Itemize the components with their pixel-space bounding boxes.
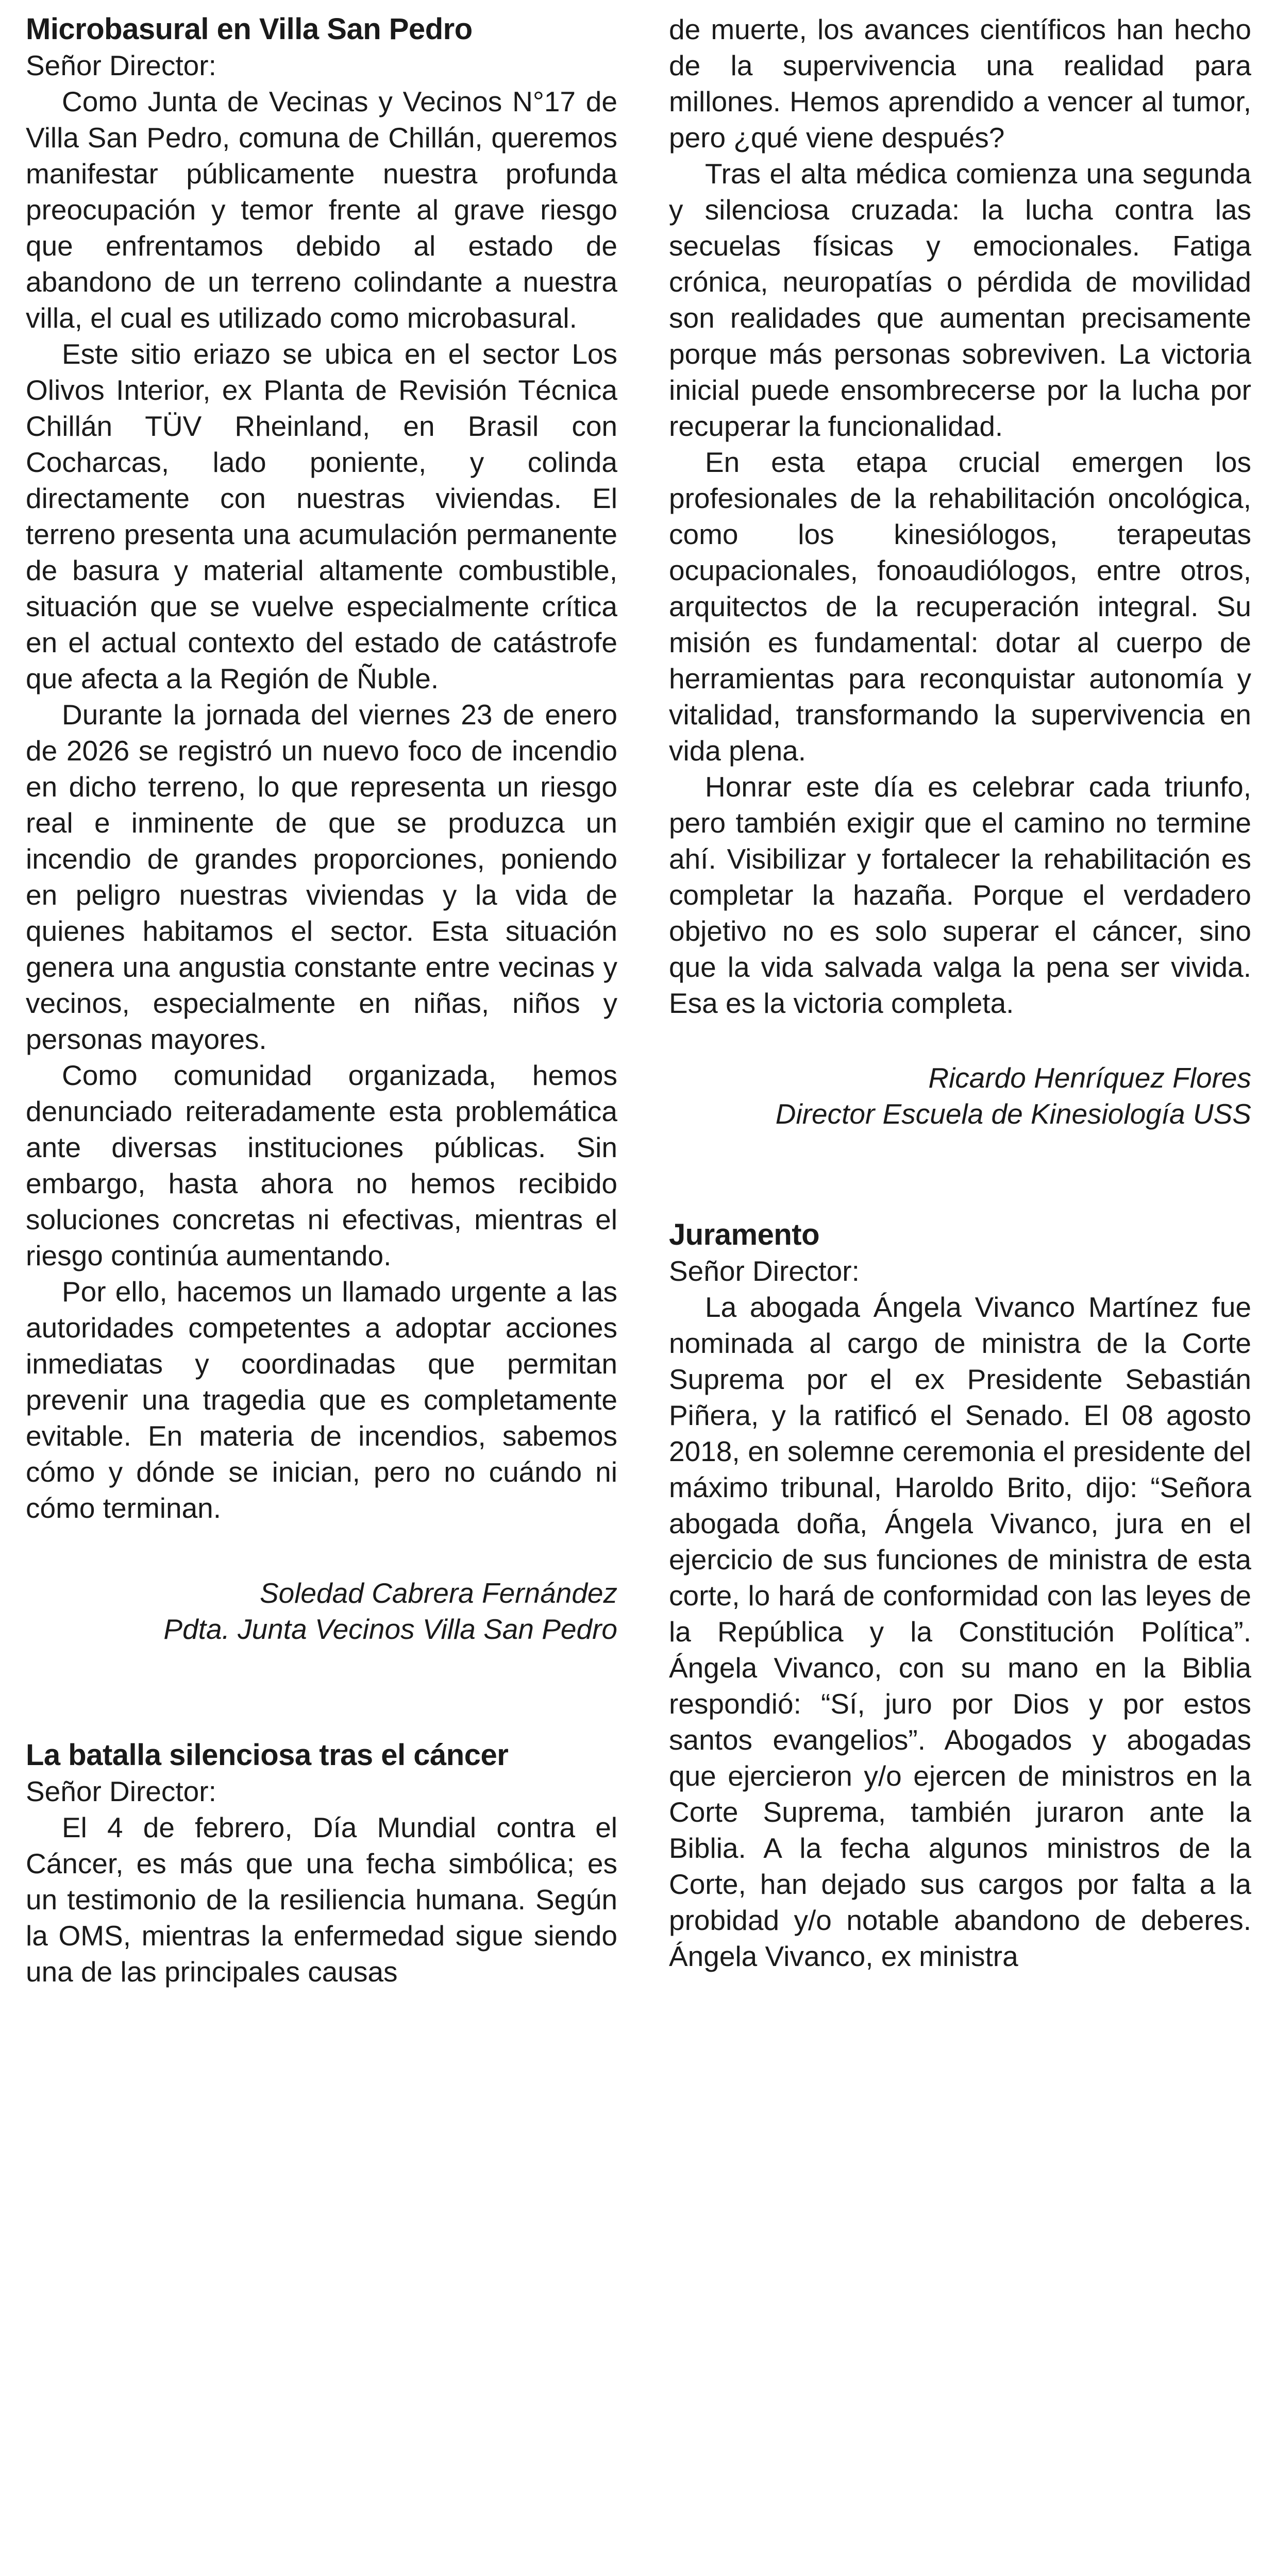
letter-cancer [26, 1737, 617, 1990]
spacer [669, 1021, 1251, 1060]
letter-paragraph: El 4 de febrero, Día Mundial contra el Cáncer, es más que una fecha simbólica; es un testimonio de la resiliencia humana. Según la OMS, mientras la enfermedad sigue siendo una de las principales causas [26, 1811, 617, 1988]
letter-paragraph: Como comunidad organizada, hemos denunciado reiteradamente esta problemática ante diversas instituciones públicas. Sin embargo, hasta ahora no hemos recibido soluciones concretas ni efectivas, mientras el riesgo continúa aumentando. [26, 1059, 617, 1272]
right-column [669, 11, 1251, 1974]
letter-title: Juramento [669, 1218, 820, 1251]
letter-salutation: Señor Director: [669, 1255, 860, 1287]
letter-salutation: Señor Director: [26, 49, 216, 81]
spacer [26, 1526, 617, 1575]
left-column [26, 11, 617, 1990]
letter-microbasural [26, 11, 617, 1647]
letter-title: Microbasural en Villa San Pedro [26, 12, 473, 46]
letter-paragraph: Por ello, hacemos un llamado urgente a las autoridades competentes a adoptar acciones inmediatas y coordinadas que permitan prevenir una tragedia que es completamente evitable. En materia de incendios, sabemos cómo y dónde se inician, pero no cuándo ni cómo terminan. [26, 1276, 617, 1524]
letter-paragraph: La abogada Ángela Vivanco Martínez fue nominada al cargo de ministra de la Corte Suprema por el ex Presidente Sebastián Piñera, y la ratificó el Senado. El 08 agosto 2018, en solemne ceremonia el presidente del máximo tribunal, Haroldo Brito, dijo: “Señora abogada doña, Ángela Vivanco, jura en el ejercicio de sus funciones de ministra de esta corte, lo hará de conformidad con las leyes de la República y la Constitución Política”. Ángela Vivanco, con su mano en la Biblia respondió: “Sí, juro por Dios y por estos santos evangelios”. Abogados y abogadas que ejercieron y/o ejercen de ministros en la Corte Suprema, también juraron ante la Biblia. A la fecha algunos ministros de la Corte, han dejado sus cargos por falta a la probidad y/o notable abandono de deberes. Ángela Vivanco, ex ministra [669, 1291, 1251, 1972]
letter-cancer-continued [669, 11, 1251, 1132]
spacer [669, 1132, 1251, 1217]
signature-role: Pdta. Junta Vecinos Villa San Pedro [163, 1613, 617, 1645]
letter-paragraph: Como Junta de Vecinas y Vecinos N°17 de Villa San Pedro, comuna de Chillán, queremos manifestar públicamente nuestra profunda preocupación y temor frente al grave riesgo que enfrentamos debido al estado de abandono de un terreno colindante a nuestra villa, el cual es utilizado como microbasural. [26, 86, 617, 334]
signature-name: Ricardo Henríquez Flores [928, 1062, 1251, 1094]
letter-paragraph: Honrar este día es celebrar cada triunfo, pero también exigir que el camino no termine ahí. Visibilizar y fortalecer la rehabilitación es completar la hazaña. Porque el verdadero objetivo no es solo superar el cáncer, sino que la vida salvada valga la pena ser vivida. Esa es la victoria completa. [669, 771, 1251, 1019]
letter-paragraph: En esta etapa crucial emergen los profesionales de la rehabilitación oncológica, como los kinesiólogos, terapeutas ocupacionales, fonoaudiólogos, entre otros, arquitectos de la recuperación integral. Su misión es fundamental: dotar al cuerpo de herramientas para reconquistar autonomía y vitalidad, transformando la supervivencia en vida plena. [669, 446, 1251, 767]
letter-salutation: Señor Director: [26, 1775, 216, 1807]
letter-paragraph-continued: de muerte, los avances científicos han hecho de la supervivencia una realidad para millones. Hemos aprendido a vencer al tumor, pero ¿qué viene después? [669, 13, 1251, 154]
spacer [26, 1647, 617, 1737]
letter-title: La batalla silenciosa tras el cáncer [26, 1738, 509, 1772]
letter-paragraph: Tras el alta médica comienza una segunda y silenciosa cruzada: la lucha contra las secuelas físicas y emocionales. Fatiga crónica, neuropatías o pérdida de movilidad son realidades que aumentan precisamente porque más personas sobreviven. La victoria inicial puede ensombrecerse por la lucha por recuperar la funcionalidad. [669, 158, 1251, 442]
letter-paragraph: Este sitio eriazo se ubica en el sector Los Olivos Interior, ex Planta de Revisión Técnica Chillán TÜV Rheinland, en Brasil con Cocharcas, lado poniente, y colinda directamente con nuestras viviendas. El terreno presenta una acumulación permanente de basura y material altamente combustible, situación que se vuelve especialmente crítica en el actual contexto del estado de catástrofe que afecta a la Región de Ñuble. [26, 338, 617, 694]
letter-paragraph: Durante la jornada del viernes 23 de enero de 2026 se registró un nuevo foco de incendio en dicho terreno, lo que representa un riesgo real e inminente de que se produzca un incendio de grandes proporciones, poniendo en peligro nuestras viviendas y la vida de quienes habitamos el sector. Esta situación genera una angustia constante entre vecinas y vecinos, especialmente en niñas, niños y personas mayores. [26, 699, 617, 1055]
letter-juramento [669, 1217, 1251, 1974]
signature-name: Soledad Cabrera Fernández [259, 1577, 617, 1609]
signature-role: Director Escuela de Kinesiología USS [775, 1098, 1251, 1130]
